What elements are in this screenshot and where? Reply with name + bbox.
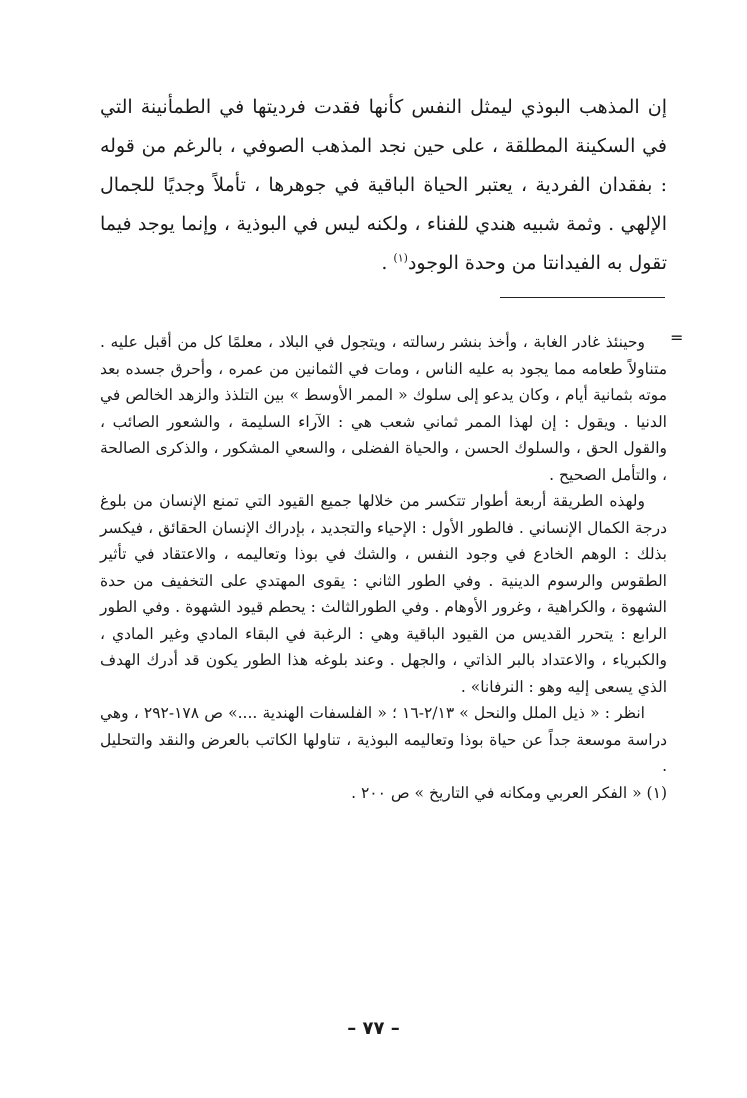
main-paragraph-end: . bbox=[381, 252, 394, 274]
footnote-paragraph-1: وحينئذ غادر الغابة ، وأخذ بنشر رسالته ، ويتجول في البلاد ، معلمًا كل من أقبل عليه . متناولاً طعامه مما يجود به عليه الناس ، ومات في الثمانين من عمره ، وأحرق جسده بعد موته بثمانية أيام ، وكان يدعو إلى سلوك « الممر الأوسط » بين التلذذ والزهد الخالص في الدنيا . ويقول : إن لهذا الممر ثماني شعب هي : الآراء السليمة ، والشعور الصائب ، والقول الحق ، والسلوك الحسن ، والحياة الفضلى ، والسعي المشكور ، والذكرى الصالحة ، والتأمل الصحيح . bbox=[100, 333, 667, 484]
footnote-continuation-mark: = bbox=[670, 328, 684, 347]
footnote-paragraph-3: انظر : « ذيل الملل والنحل » ٢/١٣-١٦ ؛ « الفلسفات الهندية ....» ص ١٧٨-٢٩٢ ، وهي دراسة موسعة جداً عن حياة بوذا وتعاليمه البوذية ، تناولها الكاتب بالعرض والنقد والتحليل . bbox=[100, 704, 667, 775]
footnote-paragraph-2: ولهذه الطريقة أربعة أطوار تتكسر من خلالها جميع القيود التي تمنع الإنسان من بلوغ درجة الكمال الإنساني . فالطور الأول : الإحياء والتجديد ، بإدراك الإنسان الحقائق ، فيكسر بذلك : الوهم الخادع في وجود النفس ، والشك في بوذا وتعاليمه ، والاعتقاد في تأثير الطقوس والرسوم الدينية . وفي الطور الثاني : يقوى المهتدي على التخفيف من حدة الشهوة ، والكراهية ، وغرور الأوهام . وفي الطورالثالث : يحطم قيود الشهوة . وفي الطور الرابع : يتحرر القديس من القيود الباقية وهي : الرغبة في البقاء المادي وغير المادي ، والكبرياء ، والاعتداد بالبر الذاتي ، والجهل . وعند بلوغه هذا الطور يكون قد أدرك الهدف الذي يسعى إليه وهو : النرفانا» . bbox=[100, 492, 667, 696]
footnote-marker: (١) bbox=[393, 251, 408, 265]
footnotes-section bbox=[100, 329, 667, 806]
footnote-separator bbox=[500, 297, 665, 298]
main-paragraph bbox=[100, 88, 667, 283]
footnote-reference-1: (١) « الفكر العربي ومكانه في التاريخ » ص ٢٠٠ . bbox=[351, 783, 667, 802]
main-paragraph-text: إن المذهب البوذي ليمثل النفس كأنها فقدت فرديتها في الطمأنينة التي في السكينة المطلقة ، على حين نجد المذهب الصوفي ، بالرغم من قوله : بفقدان الفردية ، يعتبر الحياة الباقية في جوهرها ، تأملاً وجديًا للجمال الإلهي . وثمة شبيه هندي للفناء ، ولكنه ليس في البوذية ، وإنما يوجد فيما تقول به الفيدانتا من وحدة الوجود bbox=[100, 96, 667, 274]
page-number: – ٧٧ – bbox=[347, 1018, 400, 1039]
